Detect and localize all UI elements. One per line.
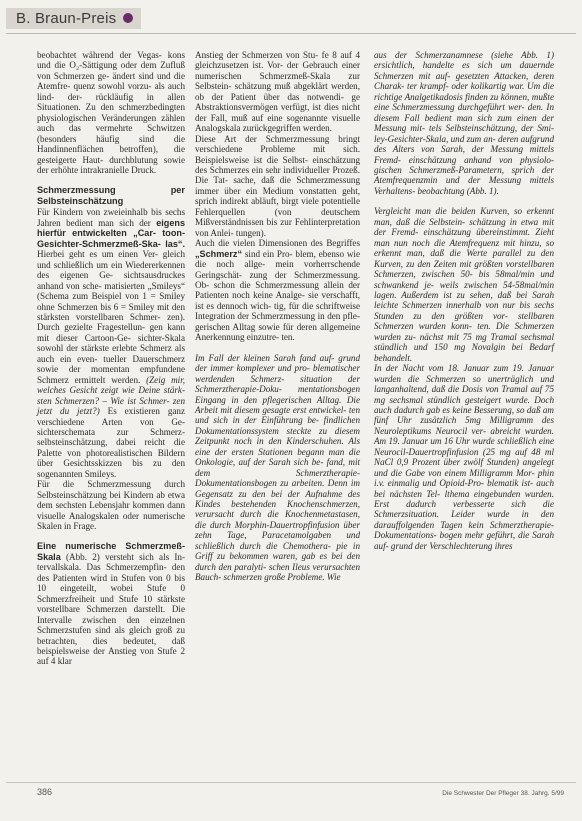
- col1-paragraph-1: beobachtet während der Vegas- kons und die O₂-Sättigung oder dem Zufluß von Schmerzen ge- ändert sind und die Atemfre- quenz sowohl vorzu- als auch lind- der- rückläufig in allen Situationen. Zu den schmerzbedingten physiologischen Veränderungen zählen auch das vermehrte Schwitzen (besonders häufig sind die Handinnenflächen betroffen), die gesteigerte Haut- durchblutung sowie der erhöhte intrakranielle Druck.: [37, 50, 185, 175]
- footer-source: Die Schwester Der Pfleger 38. Jahrg. 5/99: [442, 790, 564, 797]
- col2-paragraph-2: Diese Art der Schmerzmessung bringt verschiedene Probleme mit sich. Beispielsweise ist die Selbst- einschätzung des Schmerzes ein sehr individueller Prozeß. Die Tat- sache, daß die Schmerzmessung immer über ein Medium vonstatten geht, sprich indirekt abläuft, birgt viele potentielle Fehlerquellen (von deutschem Mißverständnissen bis zur Fehlinterpretation von Anlei- tungen).: [195, 133, 360, 238]
- header-title-box: [6, 8, 141, 29]
- col2-p3-text-c: sind ein Pro- blem, ebenso wie die noch allge- mein vorherrschende Geringschät- zung der Schmerzmessung. Ob- schon die Schmerzmessung allein der Patienten noch keine Analge- sie verschafft, ist es dennoch wich- tig, für die schriftweise Integration der Schmerzmessung in den pfle- gerischen Alltag sowie für deren allgemeine Anerkennung einzutre- ten.: [195, 248, 360, 343]
- header-dot-icon: [123, 13, 133, 23]
- col1-p2-text-e: Es existieren ganz verschiedene Arten von Ge- sichterschemata zur Schmerz- selbsteinschätzung, dabei reicht die Palette von photorealistischen Bildern über Gesichtsskizzen bis zu den sogenannten Smileys.: [37, 406, 186, 479]
- col2-paragraph-4: Im Fall der kleinen Sarah fand auf- grund der immer komplexer und pro- blematischer werdenden Schmerz- situation der Schmerztherapie-Doku- mentationsbogen Eingang in den pflegerischen Alltag. Die Arbeit mit diesem gesagte erst entwickel- ten und sich in der Einführung be- findlichen Dokumentationssystem steckte zu diesem Zeitpunkt noch in den Kinderschuhen. Als eine der ersten Stationen begann man die Onkologie, auf der Sarah sich be- fand, mit dem Schmerztherapie- Dokumentationsbogen zu arbeiten. Denn im Gegensatz zu den bei der Aufnahme des Kindes bestehenden Knochenschmerzen, verursacht durch die Knochenmetastasen, die durch Morphin-Dauertropfinfusion über zehn Tage, Paracetamolgaben und schließlich durch die Chemothera- pie in Griff zu bekommen waren, gab es bei den durch den paralyti- schen Ileus verursachten Bauch- schmerzen große Probleme. Wie: [195, 352, 360, 583]
- header-rule: [6, 33, 576, 34]
- col2-p3-text-a: Auch die vielen Dimensionen des Begriffes: [195, 238, 360, 249]
- col2-paragraph-1: Anstieg der Schmerzen von Stu- fe 8 auf 4 gleichzusetzen ist. Vor- der Gebrauch einer numerischen Schmerzmeß-Skala zur Selbstein- schätzung muß abgeklärt werden, ob der Patient über das notwendi- ge Abstraktionsvermögen verfügt, ist dies nicht der Fall, muß auf eine sogenannte visuelle Analogskala zurückgegriffen werden.: [195, 50, 360, 134]
- column-2: [195, 50, 360, 583]
- col1-p2-bold: eigens hierfür entwickelten „Car- toon-Gesichter-Schmerzmeß-Ska- las“.: [37, 217, 185, 249]
- column-1: [37, 50, 185, 667]
- col1-p2-text-c: Hierbei geht es um einen Ver- gleich und schließlich um ein Wiedererkennen des eigenen Ge- sichtsausdruckes anhand von sche- matisierten „Smileys“ (Schema zum Beispiel von 1 = Smiley ohne Schmerzen bis 6 = Smiley mit den stärksten vorstellbaren Schmer- zen). Durch gezielte Fragestellun- gen kann mit dieser Cartoon-Ge- sichter-Skala sowohl der stärkste erlebte Schmerz als auch ein even- tueller Dauerschmerz sowie der momentan empfundene Schmerz ermittelt werden.: [37, 249, 185, 385]
- col3-paragraph-3: In der Nacht vom 18. Januar zum 19. Januar wurden die Schmerzen so unerträglich und langanhaltend, daß die Dosis von Tramal auf 75 mg sechsmal stündlich gesteigert wurde. Doch auch dadurch gab es keine Besserung, so daß am fünf Uhr zusätzlich 5mg Milligramm des Neuroleptikums Neurocil ver- abreicht wurden. Am 19. Januar um 16 Uhr wurde schließlich eine Neurocil-Dauertropfinfusion (25 mg auf 48 ml NaCl 0,9 Prozent über zwölf Stunden) angelegt und die Gabe von einem Milligramm Mor- phin i.v. einmalig und Opioid-Pro- blematik ist- auch bei nächsten Tel- lthema eingebunden wurden. Erst dadurch verbesserte sich die Schmerzsituation. Leider wurde in den darauffolgenden Tagen kein Schmerztherapie-Dokumentations- bogen mehr geführt, die Sarah auf- grund der Verschlechterung ihres: [374, 363, 554, 551]
- footer-rule: [6, 782, 576, 783]
- col1-paragraph-3: Für die Schmerzmessung durch Selbsteinschätzung bei Kindern ab etwa dem sechsten Lebensjahr kommen dann visuelle Analogskalen oder numerische Skalen in Frage.: [37, 479, 185, 532]
- col3-paragraph-1: aus der Schmerzanamnese (siehe Abb. 1) ersichtlich, handelte es sich um dauernde Schmerzen mit auf- gesetzten Attacken, deren Charak- ter krampf- oder kolikartig war. Um die richtige Analgetikadosis finden zu können, mußte eine Schmerzmessung durchgeführt wer- den. In diesem Fall bedient man sich zum einen der Messung mit- tels Selbsteinschätzung, der Smi- ley-Gesichter-Skala, und zum an- deren aufgrund des Alters von Sarah, der Messung mittels Fremd- einschätzung anhand von physiolo- gischen Schmerzmeß-Parametern, sprich der Atemfrequenzmin und der Messung mittels Verhaltens- beobachtung (Abb. 1).: [374, 50, 554, 196]
- col1-p4-text: (Abb. 2) versteht sich als In- tervallskala. Das Schmerzempfin- den des Patienten wird in Stufen von 0 bis 10 eingeteilt, wobei Stufe 0 Schmerzfreiheit und Stufe 10 stärkste vorstellbare Schmerzen darstellt. Die Intervalle zwischen den einzelnen Schmerzstufen sind als gleich groß zu betrachten, dies bedeutet, daß beispielsweise der Anstieg von Stufe 2 auf 4 klar: [37, 551, 185, 667]
- col2-p3-bold: „Schmerz“: [195, 248, 243, 259]
- column-3: [374, 50, 554, 551]
- section-heading: Schmerzmessung per Selbsteinschätzung: [37, 185, 185, 206]
- col2-paragraph-3: [195, 238, 360, 343]
- header-title: B. Braun-Preis: [16, 9, 117, 27]
- page-header: [6, 6, 141, 30]
- page-number: 386: [37, 787, 53, 797]
- col1-p4-bold: Eine numerische Schmerzmeß- Skala: [37, 541, 185, 562]
- col1-p2-italic: (Zeig mir, welches Gesicht zeigt wie Deine stärk- sten Schmerzen? – Wie ist Schmer- zen jetzt du jetzt?): [37, 374, 185, 417]
- col1-p2-text-a: Für Kindern von zweieinhalb bis sechs Jahren bedient man sich der: [37, 207, 185, 228]
- col1-paragraph-2: [37, 207, 185, 479]
- col3-paragraph-2: Vergleicht man die beiden Kurven, so erkennt man, daß die Selbstein- schätzung in etwa mit der Fremd- einschätzung übereinstimmt. Zieht man nun noch die Atemfrequenz mit hinzu, so erkennt man, daß die Werte parallel zu den Kurven, zu den Zeiten mit größten vorstellbaren Schmerzen, zwischen 50- bis 58mal/min und schwankend je- weils zwischen 54-58mal/min lagen. Außerdem ist zu sehen, daß bei Sarah leichte Schmerzen innerhalb von nur bis sechs Stunden zu den größten vor- stellbaren Schmerzen wurden konn- ten. Die Schmerzen wurden zu- nächst mit 75 mg Tramal sechsmal stündlich und 150 mg Novalgin bei Bedarf behandelt.: [374, 206, 554, 363]
- col1-paragraph-4: [37, 541, 185, 666]
